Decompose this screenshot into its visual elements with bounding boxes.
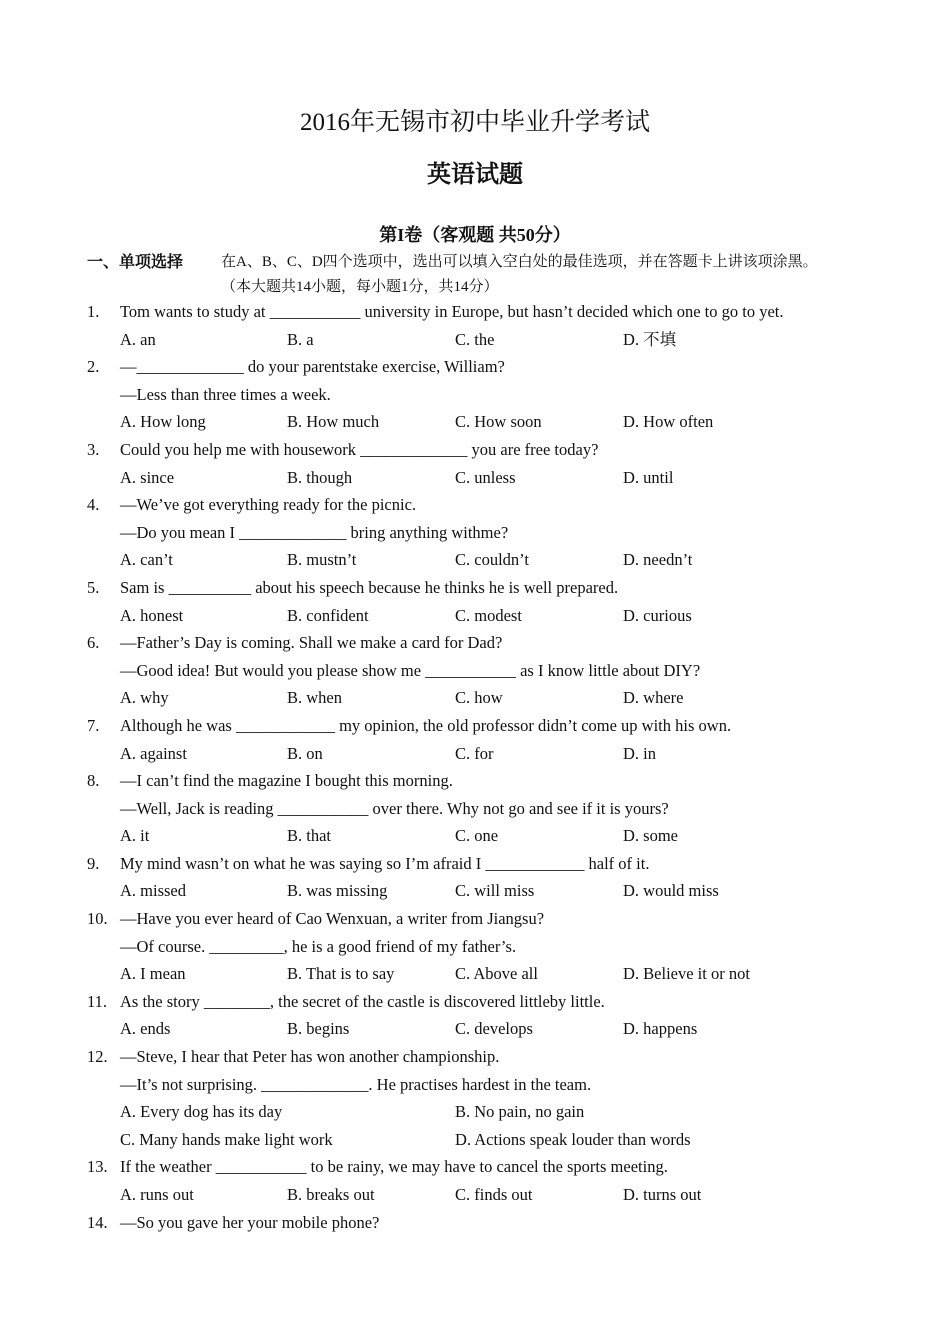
section-note: （本大题共14小题，每小题1分，共14分） bbox=[221, 279, 499, 295]
answer-option: D. turns out bbox=[623, 1185, 702, 1204]
question-line bbox=[87, 850, 887, 878]
answer-option: A. honest bbox=[120, 605, 184, 625]
question-line bbox=[87, 381, 887, 409]
question-line bbox=[87, 712, 887, 740]
question-text: —Good idea! But would you please show me ___________ as I know little about DIY? bbox=[120, 660, 701, 680]
question-item bbox=[87, 712, 887, 767]
question-item bbox=[87, 988, 887, 1043]
answer-option: C. Above all bbox=[455, 964, 538, 984]
question-item bbox=[87, 298, 887, 353]
question-text: —Of course. _________, he is a good friend of my father’s. bbox=[120, 936, 517, 956]
question-line bbox=[87, 905, 887, 933]
question-text: Tom wants to study at ___________ university in Europe, but hasn’t decided which one to go to yet. bbox=[120, 302, 784, 321]
question-line bbox=[87, 933, 887, 961]
question-number: 9. bbox=[87, 853, 100, 873]
answer-option: A. since bbox=[120, 467, 175, 487]
question-text: —Do you mean I _____________ bring anything withme? bbox=[120, 522, 509, 542]
question-number: 8. bbox=[87, 771, 100, 791]
answer-option: B. on bbox=[287, 743, 323, 763]
answer-option: C. the bbox=[455, 329, 495, 349]
question-text: —Well, Jack is reading ___________ over there. Why not go and see if it is yours? bbox=[120, 798, 669, 818]
options-row bbox=[87, 464, 887, 492]
question-number: 7. bbox=[87, 715, 100, 735]
question-text: —Steve, I hear that Peter has won another championship. bbox=[120, 1047, 500, 1067]
answer-option: A. How long bbox=[120, 412, 206, 432]
answer-option: B. How much bbox=[287, 412, 380, 432]
answer-option: A. ends bbox=[120, 1019, 171, 1039]
question-number: 6. bbox=[87, 633, 100, 653]
question-text: If the weather ___________ to be rainy, we may have to cancel the sports meeting. bbox=[120, 1157, 668, 1177]
answer-option: C. unless bbox=[455, 467, 516, 487]
options-row bbox=[87, 1098, 887, 1126]
question-text: —Father’s Day is coming. Shall we make a card for Dad? bbox=[120, 633, 503, 653]
question-line bbox=[87, 657, 887, 685]
question-text: As the story ________, the secret of the castle is discovered littleby little. bbox=[120, 991, 605, 1011]
options-row bbox=[87, 546, 887, 574]
question-line bbox=[87, 1043, 887, 1071]
question-number: 13. bbox=[87, 1157, 108, 1177]
answer-option: B. That is to say bbox=[287, 964, 395, 984]
question-line bbox=[87, 1209, 887, 1237]
question-text: —_____________ do your parentstake exercise, William? bbox=[120, 357, 505, 377]
question-item bbox=[87, 1153, 887, 1208]
answer-option: B. when bbox=[287, 688, 342, 708]
question-line bbox=[87, 1071, 887, 1099]
answer-option: B. No pain, no gain bbox=[455, 1102, 585, 1122]
answer-option: A. against bbox=[120, 743, 187, 763]
question-line bbox=[87, 491, 887, 519]
options-row bbox=[87, 877, 887, 905]
answer-option: D. Believe it or not bbox=[623, 964, 750, 984]
question-line bbox=[87, 353, 887, 381]
question-line bbox=[87, 436, 887, 464]
question-item bbox=[87, 436, 887, 491]
question-text: —So you gave her your mobile phone? bbox=[120, 1212, 380, 1232]
question-line bbox=[87, 298, 887, 326]
answer-option: C. one bbox=[455, 826, 499, 846]
question-number: 2. bbox=[87, 357, 100, 377]
answer-option: A. Every dog has its day bbox=[120, 1102, 283, 1122]
answer-option: D. would miss bbox=[623, 881, 719, 901]
answer-option: A. missed bbox=[120, 881, 186, 901]
question-item bbox=[87, 491, 887, 574]
answer-option: B. confident bbox=[287, 605, 369, 625]
question-list bbox=[87, 298, 887, 1236]
answer-option: D. needn’t bbox=[623, 550, 693, 570]
question-line bbox=[87, 1153, 887, 1181]
question-line bbox=[87, 988, 887, 1016]
answer-option: D. where bbox=[623, 688, 684, 708]
answer-option: C. develops bbox=[455, 1019, 533, 1039]
options-row bbox=[87, 740, 887, 768]
question-line bbox=[87, 795, 887, 823]
options-row bbox=[87, 1126, 887, 1154]
answer-option: A. runs out bbox=[120, 1185, 194, 1204]
options-row bbox=[87, 1015, 887, 1043]
question-text: —It’s not surprising. _____________. He practises hardest in the team. bbox=[120, 1074, 592, 1094]
question-text: Although he was ____________ my opinion, the old professor didn’t come up with his own. bbox=[120, 715, 732, 735]
answer-option: B. mustn’t bbox=[287, 550, 357, 570]
question-line bbox=[87, 519, 887, 547]
question-item bbox=[87, 905, 887, 988]
question-item bbox=[87, 353, 887, 436]
answer-option: B. breaks out bbox=[287, 1185, 375, 1204]
answer-option: C. will miss bbox=[455, 881, 535, 901]
answer-option: B. a bbox=[287, 329, 314, 349]
question-item bbox=[87, 850, 887, 905]
answer-option: D. until bbox=[623, 467, 674, 487]
answer-option: B. that bbox=[287, 826, 331, 846]
answer-option: D. Actions speak louder than words bbox=[455, 1129, 691, 1149]
answer-option: A. can’t bbox=[120, 550, 173, 570]
answer-option: C. modest bbox=[455, 605, 522, 625]
section-header bbox=[87, 249, 887, 295]
answer-option: D. curious bbox=[623, 605, 692, 625]
question-number: 3. bbox=[87, 439, 100, 459]
answer-option: A. an bbox=[120, 329, 156, 349]
exam-subtitle: 英语试题 bbox=[427, 160, 523, 188]
answer-option: B. was missing bbox=[287, 881, 388, 901]
question-text: Sam is __________ about his speech because he thinks he is well prepared. bbox=[120, 577, 619, 597]
question-item bbox=[87, 767, 887, 850]
question-text: Could you help me with housework _____________ you are free today? bbox=[120, 439, 599, 459]
answer-option: A. I mean bbox=[120, 964, 186, 984]
answer-option: A. it bbox=[120, 826, 150, 846]
answer-option: C. couldn’t bbox=[455, 550, 529, 570]
question-line bbox=[87, 629, 887, 657]
question-item bbox=[87, 574, 887, 629]
section-title: 一、单项选择 bbox=[87, 252, 184, 271]
question-line bbox=[87, 767, 887, 795]
question-text: —We’ve got everything ready for the picnic. bbox=[120, 495, 417, 515]
options-row bbox=[87, 602, 887, 630]
answer-option: D. 不填 bbox=[623, 329, 677, 349]
answer-option: C. how bbox=[455, 688, 503, 708]
question-item bbox=[87, 1209, 887, 1237]
question-number: 5. bbox=[87, 577, 100, 597]
question-text: —I can’t find the magazine I bought this morning. bbox=[120, 771, 453, 791]
question-line bbox=[87, 574, 887, 602]
answer-option: D. happens bbox=[623, 1019, 698, 1039]
exam-title: 2016年无锡市初中毕业升学考试 bbox=[299, 109, 650, 136]
question-number: 1. bbox=[87, 302, 100, 321]
question-item bbox=[87, 629, 887, 712]
options-row bbox=[87, 822, 887, 850]
question-text: My mind wasn’t on what he was saying so I’m afraid I ____________ half of it. bbox=[120, 853, 650, 873]
answer-option: B. begins bbox=[287, 1019, 350, 1039]
section-instruction: 在A、B、C、D四个选项中，选出可以填入空白处的最佳选项，并在答题卡上讲该项涂黑。 bbox=[221, 254, 818, 270]
answer-option: D. some bbox=[623, 826, 678, 846]
options-row bbox=[87, 960, 887, 988]
question-number: 12. bbox=[87, 1047, 108, 1067]
answer-option: C. How soon bbox=[455, 412, 542, 432]
answer-option: A. why bbox=[120, 688, 169, 708]
options-row bbox=[87, 326, 887, 354]
question-number: 11. bbox=[87, 991, 108, 1011]
question-text: —Have you ever heard of Cao Wenxuan, a writer from Jiangsu? bbox=[120, 909, 545, 929]
answer-option: C. finds out bbox=[455, 1185, 533, 1204]
options-row bbox=[87, 408, 887, 436]
options-row bbox=[87, 684, 887, 712]
question-number: 4. bbox=[87, 495, 100, 515]
question-number: 10. bbox=[87, 909, 108, 929]
answer-option: D. in bbox=[623, 743, 656, 763]
part-heading: 第I卷（客观题 共50分） bbox=[379, 225, 571, 245]
answer-option: C. for bbox=[455, 743, 494, 763]
question-number: 14. bbox=[87, 1212, 108, 1232]
question-item bbox=[87, 1043, 887, 1153]
answer-option: D. How often bbox=[623, 412, 714, 432]
answer-option: B. though bbox=[287, 467, 353, 487]
question-text: —Less than three times a week. bbox=[120, 384, 331, 404]
answer-option: C. Many hands make light work bbox=[120, 1129, 333, 1149]
options-row bbox=[87, 1181, 887, 1209]
